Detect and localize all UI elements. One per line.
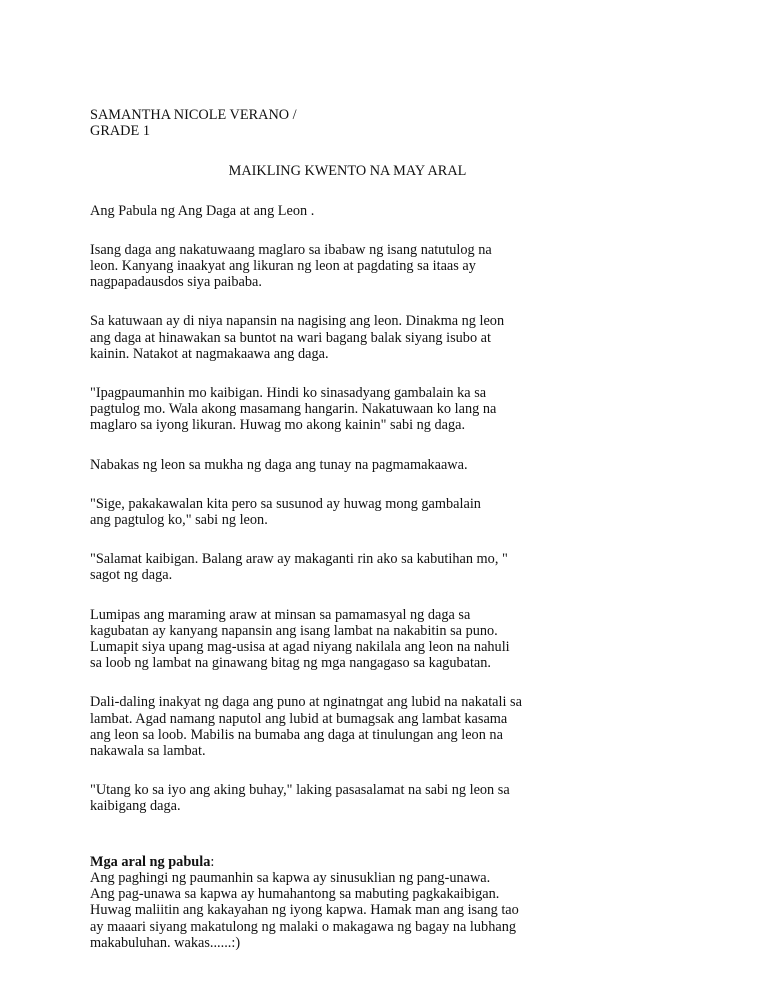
- story-paragraph: Dali-daling inakyat ng daga ang puno at nginatngat ang lubid na nakatali sa lambat. Agad namang naputol ang lubid at bumagsak ang lambat kasama ang leon sa loob. Mabilis na bumaba ang daga at tinulungan ang leon na nakawala sa lambat.: [90, 694, 522, 760]
- moral-section: [90, 854, 530, 951]
- story-paragraph: Lumipas ang maraming araw at minsan sa pamamasyal ng daga sa kagubatan ay kanyang napansin ang isang lambat na nakabitin sa puno. Lumapit siya upang mag-usisa at agad niyang nakilala ang leon na nahuli sa loob ng lambat na ginawang bitag ng mga nangagaso sa kagubatan.: [90, 606, 510, 672]
- story-paragraph: Isang daga ang nakatuwaang maglaro sa ibabaw ng isang natutulog na leon. Kanyang inaakyat ang likuran ng leon at pagdating sa itaas ay nagpapadausdos siya paibaba.: [90, 241, 492, 291]
- story-subtitle: Ang Pabula ng Ang Daga at ang Leon .: [90, 202, 315, 219]
- story-paragraph: "Salamat kaibigan. Balang araw ay makaganti rin ako sa kabutihan mo, " sagot ng daga.: [90, 551, 508, 584]
- grade-line: GRADE 1: [90, 123, 150, 140]
- moral-heading: Mga aral ng pabula: [90, 853, 211, 870]
- document-page: [90, 107, 530, 951]
- document-title: MAIKLING KWENTO NA MAY ARAL: [228, 163, 467, 180]
- story-paragraph: Nabakas ng leon sa mukha ng daga ang tunay na pagmamakaawa.: [90, 456, 468, 473]
- moral-body: Ang paghingi ng paumanhin sa kapwa ay sinusuklian ng pang-unawa. Ang pag-unawa sa kapwa ay humahantong sa mabuting pagkakaibigan. Huwag maliitin ang kakayahan ng iyong kapwa. Hamak man ang isang tao ay maaari siyang makatulong ng malaki o makagawa ng bagay na lubhang makabuluhan. wakas......:): [90, 869, 519, 951]
- story-paragraph: "Utang ko sa iyo ang aking buhay," laking pasasalamat na sabi ng leon sa kaibigang daga.: [90, 782, 510, 815]
- story-paragraph: "Sige, pakakawalan kita pero sa susunod ay huwag mong gambalain ang pagtulog ko," sabi ng leon.: [90, 495, 481, 529]
- moral-heading-colon: :: [210, 853, 215, 870]
- author-line: SAMANTHA NICOLE VERANO /: [90, 107, 297, 123]
- story-paragraph: "Ipagpaumanhin mo kaibigan. Hindi ko sinasadyang gambalain ka sa pagtulog mo. Wala akong masamang hangarin. Nakatuwaan ko lang na maglaro sa iyong likuran. Huwag mo akong kainin" sabi ng daga.: [90, 385, 497, 434]
- story-paragraph: Sa katuwaan ay di niya napansin na nagising ang leon. Dinakma ng leon ang daga at hinawakan sa buntot na wari bagang balak siyang isubo at kainin. Natakot at nagmakaawa ang daga.: [90, 313, 505, 362]
